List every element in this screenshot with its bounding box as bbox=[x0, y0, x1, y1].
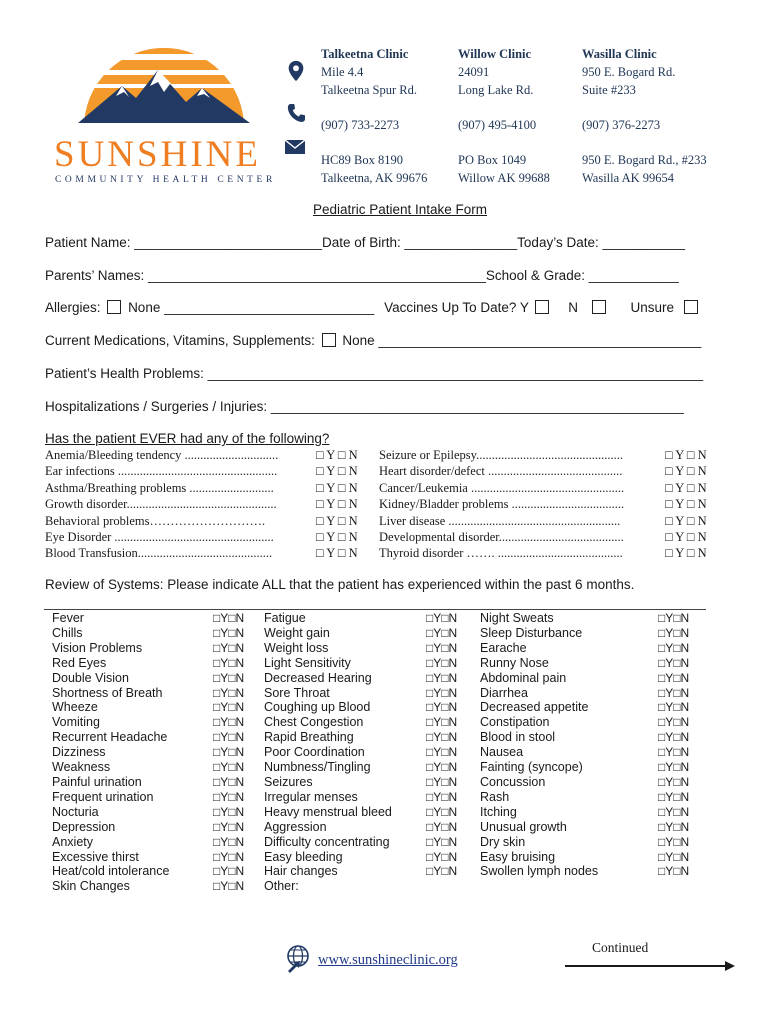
ros-symptom: Weight loss bbox=[264, 640, 329, 655]
ros-column-2-yn bbox=[426, 611, 457, 879]
yes-no-checkbox[interactable]: □Y□N bbox=[213, 774, 245, 789]
history-right-yn bbox=[665, 447, 707, 562]
ros-symptom: Runny Nose bbox=[480, 655, 549, 670]
ros-symptom: Vision Problems bbox=[52, 640, 143, 655]
ros-symptom: Weakness bbox=[52, 760, 111, 775]
yes-no-checkbox[interactable]: □Y□N bbox=[426, 774, 458, 789]
hospitalizations-field[interactable]: Hospitalizations / Surgeries / Injuries: _______________________________________________________ bbox=[45, 399, 684, 414]
yes-no-checkbox[interactable]: □Y□N bbox=[426, 685, 458, 700]
yes-no-checkbox[interactable]: □ Y □ N bbox=[316, 546, 358, 561]
yes-no-checkbox[interactable]: □ Y □ N bbox=[665, 530, 707, 545]
ros-symptom: Hair changes bbox=[264, 864, 338, 879]
history-item: Developmental disorder........................................ bbox=[379, 530, 624, 545]
yes-no-checkbox[interactable]: □ Y □ N bbox=[316, 530, 358, 545]
medications-none-field[interactable]: None ___________________________________________ bbox=[342, 333, 702, 348]
ros-symptom: Irregular menses bbox=[264, 789, 358, 804]
allergies-none-field[interactable]: None ____________________________ bbox=[128, 300, 375, 315]
yes-no-checkbox[interactable]: □Y□N bbox=[213, 655, 245, 670]
ros-symptom: Sore Throat bbox=[264, 685, 330, 700]
ros-title: Review of Systems: Please indicate ALL that the patient has experienced within the past 6 months. bbox=[45, 577, 635, 592]
location-pin-icon bbox=[287, 60, 305, 82]
yes-no-checkbox[interactable]: □Y□N bbox=[426, 819, 458, 834]
ros-symptom: Vomiting bbox=[52, 715, 100, 730]
ros-symptom: Fainting (syncope) bbox=[480, 760, 583, 775]
yes-no-checkbox[interactable]: □Y□N bbox=[213, 640, 245, 655]
history-item: Anemia/Bleeding tendency .............................. bbox=[45, 448, 279, 462]
brand-name: SUNSHINE bbox=[54, 134, 261, 175]
patient-info-row bbox=[45, 235, 685, 250]
yes-no-checkbox[interactable]: □Y□N bbox=[658, 730, 690, 745]
yes-no-checkbox[interactable]: □Y□N bbox=[426, 745, 458, 760]
ros-symptom: Earache bbox=[480, 640, 527, 655]
yes-no-checkbox[interactable]: □Y□N bbox=[426, 730, 458, 745]
clinic-phone: (907) 733-2273 bbox=[321, 118, 400, 132]
clinic-mail-line-2: Talkeetna, AK 99676 bbox=[321, 171, 428, 185]
history-item: Kidney/Bladder problems .................................... bbox=[379, 497, 625, 512]
allergies-row bbox=[45, 300, 701, 315]
ros-symptom: Weight gain bbox=[264, 625, 330, 640]
yes-no-checkbox[interactable]: □ Y □ N bbox=[665, 480, 707, 495]
ros-symptom: Abdominal pain bbox=[480, 670, 567, 685]
ros-symptom: Red Eyes bbox=[52, 655, 107, 670]
history-left-yn bbox=[316, 447, 358, 562]
yes-no-checkbox[interactable]: □ Y □ N bbox=[665, 464, 707, 479]
yes-no-checkbox[interactable]: □Y□N bbox=[426, 715, 458, 730]
clinic-mail-line-2: Wasilla AK 99654 bbox=[582, 171, 675, 185]
ros-symptom: Sleep Disturbance bbox=[480, 625, 583, 640]
yes-no-checkbox[interactable]: □Y□N bbox=[658, 760, 690, 775]
ros-symptom: Dizziness bbox=[52, 745, 106, 760]
allergies-none-checkbox[interactable] bbox=[107, 300, 121, 314]
yes-no-checkbox[interactable]: □Y□N bbox=[658, 611, 690, 625]
ros-symptom: Numbness/Tingling bbox=[264, 760, 371, 775]
yes-no-checkbox[interactable]: □Y□N bbox=[658, 819, 690, 834]
website-link[interactable]: www.sunshineclinic.org bbox=[318, 952, 458, 968]
vaccines-n-label: N bbox=[568, 300, 578, 315]
continued-label: Continued bbox=[592, 940, 649, 955]
history-item: Blood Transfusion........................................... bbox=[45, 546, 273, 561]
clinic-willow bbox=[458, 45, 550, 187]
ros-column-1-yn bbox=[213, 611, 244, 894]
parents-names-field[interactable]: Parents’ Names: _____________________________________________ bbox=[45, 268, 486, 283]
history-item: Behavioral problems………………………. bbox=[45, 513, 266, 528]
yes-no-checkbox[interactable]: □Y□N bbox=[213, 700, 245, 715]
parents-row bbox=[45, 268, 679, 283]
yes-no-checkbox[interactable]: □Y□N bbox=[426, 804, 458, 819]
yes-no-checkbox[interactable]: □Y□N bbox=[658, 804, 690, 819]
yes-no-checkbox[interactable]: □Y□N bbox=[426, 700, 458, 715]
history-item: Growth disorder................................................ bbox=[45, 497, 277, 512]
yes-no-checkbox[interactable]: □Y□N bbox=[658, 849, 690, 864]
history-item: Asthma/Breathing problems ........................... bbox=[45, 480, 274, 495]
clinic-phone: (907) 376-2273 bbox=[582, 118, 661, 132]
clinic-address-line-2: Talkeetna Spur Rd. bbox=[321, 83, 417, 97]
clinic-name: Willow Clinic bbox=[458, 47, 532, 61]
ros-symptom: Diarrhea bbox=[480, 685, 528, 700]
ros-symptom: Seizures bbox=[264, 774, 313, 789]
yes-no-checkbox[interactable]: □Y□N bbox=[658, 789, 690, 804]
yes-no-checkbox[interactable]: □Y□N bbox=[658, 655, 690, 670]
ros-column-3 bbox=[480, 611, 598, 879]
ros-symptom: Depression bbox=[52, 819, 116, 834]
clinic-wasilla bbox=[582, 45, 707, 187]
ros-symptom: Chest Congestion bbox=[264, 715, 364, 730]
history-item: Ear infections ................................................... bbox=[45, 464, 278, 479]
vaccines-no-checkbox[interactable] bbox=[592, 300, 606, 314]
vaccines-label: Vaccines Up To Date? Y bbox=[384, 300, 529, 315]
yes-no-checkbox[interactable]: □ Y □ N bbox=[665, 448, 707, 462]
patient-name-field[interactable]: Patient Name: _________________________ bbox=[45, 235, 322, 250]
vaccines-yes-checkbox[interactable] bbox=[535, 300, 549, 314]
vaccines-unsure-checkbox[interactable] bbox=[684, 300, 698, 314]
yes-no-checkbox[interactable]: □Y□N bbox=[213, 789, 245, 804]
yes-no-checkbox[interactable]: □Y□N bbox=[658, 640, 690, 655]
ros-symptom: Decreased appetite bbox=[480, 700, 589, 715]
yes-no-checkbox[interactable]: □Y□N bbox=[426, 625, 458, 640]
ros-symptom: Coughing up Blood bbox=[264, 700, 371, 715]
yes-no-checkbox[interactable]: □ Y □ N bbox=[665, 497, 707, 512]
form-title: Pediatric Patient Intake Form bbox=[312, 202, 488, 217]
ros-symptom: Frequent urination bbox=[52, 789, 154, 804]
ros-symptom: Rapid Breathing bbox=[264, 730, 354, 745]
ros-symptom: Poor Coordination bbox=[264, 745, 365, 760]
medications-row bbox=[45, 333, 701, 348]
brand-subtitle: COMMUNITY HEALTH CENTER bbox=[55, 175, 276, 185]
history-item: Heart disorder/defect ........................................... bbox=[379, 464, 623, 479]
ros-symptom: Dry skin bbox=[480, 834, 526, 849]
yes-no-checkbox[interactable]: □Y□N bbox=[213, 849, 245, 864]
ros-symptom: Painful urination bbox=[52, 774, 142, 789]
ros-symptom: Difficulty concentrating bbox=[264, 834, 390, 849]
ros-symptom: Nocturia bbox=[52, 804, 99, 819]
yes-no-checkbox[interactable]: □ Y □ N bbox=[316, 497, 358, 512]
yes-no-checkbox[interactable]: □Y□N bbox=[426, 864, 458, 879]
clinic-name: Wasilla Clinic bbox=[582, 47, 657, 61]
clinic-address-line-1: 24091 bbox=[458, 65, 490, 79]
medications-none-checkbox[interactable] bbox=[322, 333, 336, 347]
health-problems-field[interactable]: Patient’s Health Problems: __________________________________________________________________ bbox=[45, 366, 704, 381]
ros-symptom: Chills bbox=[52, 625, 83, 640]
yes-no-checkbox[interactable]: □Y□N bbox=[426, 611, 458, 625]
ros-symptom: Skin Changes bbox=[52, 879, 130, 894]
vaccines-unsure-label: Unsure bbox=[630, 300, 675, 315]
ros-symptom: Itching bbox=[480, 804, 517, 819]
clinic-address-line-2: Suite #233 bbox=[582, 83, 636, 97]
ros-symptom: Night Sweats bbox=[480, 611, 554, 625]
yes-no-checkbox[interactable]: □ Y □ N bbox=[665, 546, 707, 561]
ros-divider bbox=[44, 609, 706, 610]
school-grade-field[interactable]: School & Grade: ____________ bbox=[485, 268, 679, 283]
ros-column-1 bbox=[52, 611, 169, 894]
clinic-phone: (907) 495-4100 bbox=[458, 118, 537, 132]
yes-no-checkbox[interactable]: □Y□N bbox=[213, 745, 245, 760]
clinic-address-line-1: Mile 4.4 bbox=[321, 65, 364, 79]
clinic-mail-line-1: HC89 Box 8190 bbox=[321, 153, 403, 167]
yes-no-checkbox[interactable]: □ Y □ N bbox=[316, 513, 358, 528]
yes-no-checkbox[interactable]: □Y□N bbox=[426, 640, 458, 655]
arrow-right-icon bbox=[565, 958, 737, 974]
yes-no-checkbox[interactable]: □Y□N bbox=[213, 804, 245, 819]
yes-no-checkbox[interactable]: □ Y □ N bbox=[316, 464, 358, 479]
yes-no-checkbox[interactable]: □Y□N bbox=[213, 879, 245, 894]
yes-no-checkbox[interactable]: □Y□N bbox=[658, 700, 690, 715]
dob-field[interactable]: Date of Birth: _______________ bbox=[322, 235, 518, 250]
phone-icon bbox=[287, 102, 305, 124]
ros-symptom: Anxiety bbox=[52, 834, 93, 849]
yes-no-checkbox[interactable]: □Y□N bbox=[213, 819, 245, 834]
clinic-name: Talkeetna Clinic bbox=[321, 47, 409, 61]
ros-symptom: Easy bleeding bbox=[264, 849, 343, 864]
yes-no-checkbox[interactable]: □Y□N bbox=[658, 864, 690, 879]
ros-symptom: Other: bbox=[264, 879, 299, 894]
history-item: Thyroid disorder ……. ........................................ bbox=[379, 546, 623, 561]
ros-symptom: Fever bbox=[52, 611, 84, 625]
ros-column-2 bbox=[264, 611, 392, 894]
clinic-mail-line-1: PO Box 1049 bbox=[458, 153, 527, 167]
yes-no-checkbox[interactable]: □Y□N bbox=[426, 760, 458, 775]
ros-column-3-yn bbox=[658, 611, 689, 879]
ros-symptom: Fatigue bbox=[264, 611, 306, 625]
ros-symptom: Nausea bbox=[480, 745, 524, 760]
history-left-list bbox=[45, 447, 278, 562]
ros-symptom: Recurrent Headache bbox=[52, 730, 168, 745]
yes-no-checkbox[interactable]: □Y□N bbox=[658, 774, 690, 789]
medications-label: Current Medications, Vitamins, Supplements: bbox=[45, 333, 315, 348]
clinic-address-line-1: 950 E. Bogard Rd. bbox=[582, 65, 676, 79]
ros-symptom: Constipation bbox=[480, 715, 550, 730]
ros-symptom: Light Sensitivity bbox=[264, 655, 351, 670]
yes-no-checkbox[interactable]: □Y□N bbox=[213, 625, 245, 640]
yes-no-checkbox[interactable]: □Y□N bbox=[426, 789, 458, 804]
history-item: Liver disease ....................................................... bbox=[379, 513, 621, 528]
yes-no-checkbox[interactable]: □Y□N bbox=[213, 834, 245, 849]
history-title: Has the patient EVER had any of the following? bbox=[45, 431, 330, 446]
ros-symptom: Shortness of Breath bbox=[52, 685, 163, 700]
yes-no-checkbox[interactable]: □Y□N bbox=[213, 864, 245, 879]
yes-no-checkbox[interactable]: □Y□N bbox=[426, 655, 458, 670]
yes-no-checkbox[interactable]: □Y□N bbox=[213, 611, 245, 625]
yes-no-checkbox[interactable]: □Y□N bbox=[658, 625, 690, 640]
yes-no-checkbox[interactable]: □Y□N bbox=[658, 745, 690, 760]
ros-symptom: Heat/cold intolerance bbox=[52, 864, 170, 879]
yes-no-checkbox[interactable]: □Y□N bbox=[213, 760, 245, 775]
yes-no-checkbox[interactable]: □ Y □ N bbox=[665, 513, 707, 528]
yes-no-checkbox[interactable]: □Y□N bbox=[213, 670, 245, 685]
history-item: Seizure or Epilepsy............................................... bbox=[379, 448, 623, 462]
ros-symptom: Decreased Hearing bbox=[264, 670, 372, 685]
todays-date-field[interactable]: Today’s Date: ___________ bbox=[517, 235, 686, 250]
yes-no-checkbox[interactable]: □Y□N bbox=[213, 685, 245, 700]
history-item: Cancer/Leukemia ................................................. bbox=[379, 480, 625, 495]
yes-no-checkbox[interactable]: □Y□N bbox=[658, 670, 690, 685]
yes-no-checkbox[interactable]: □Y□N bbox=[213, 730, 245, 745]
yes-no-checkbox[interactable]: □Y□N bbox=[658, 715, 690, 730]
ros-symptom: Swollen lymph nodes bbox=[480, 864, 599, 879]
clinic-mail-line-1: 950 E. Bogard Rd., #233 bbox=[582, 153, 707, 167]
yes-no-checkbox[interactable]: □ Y □ N bbox=[316, 448, 358, 462]
ros-symptom: Concussion bbox=[480, 774, 546, 789]
ros-symptom: Double Vision bbox=[52, 670, 129, 685]
history-item: Eye Disorder ................................................... bbox=[45, 530, 274, 545]
ros-symptom: Blood in stool bbox=[480, 730, 556, 745]
clinic-mail-line-2: Willow AK 99688 bbox=[458, 171, 550, 185]
ros-symptom: Aggression bbox=[264, 819, 327, 834]
yes-no-checkbox[interactable]: □Y□N bbox=[426, 834, 458, 849]
yes-no-checkbox[interactable]: □Y□N bbox=[658, 834, 690, 849]
ros-symptom: Rash bbox=[480, 789, 510, 804]
mail-icon bbox=[285, 140, 305, 156]
ros-symptom: Easy bruising bbox=[480, 849, 556, 864]
yes-no-checkbox[interactable]: □ Y □ N bbox=[316, 480, 358, 495]
allergies-label: Allergies: bbox=[45, 300, 101, 315]
ros-symptom: Excessive thirst bbox=[52, 849, 139, 864]
ros-symptom: Wheeze bbox=[52, 700, 98, 715]
yes-no-checkbox[interactable]: □Y□N bbox=[426, 849, 458, 864]
yes-no-checkbox[interactable]: □Y□N bbox=[213, 715, 245, 730]
globe-mouse-icon bbox=[284, 944, 314, 974]
yes-no-checkbox[interactable]: □Y□N bbox=[426, 670, 458, 685]
clinic-talkeetna bbox=[321, 45, 427, 187]
ros-symptom: Heavy menstrual bleed bbox=[264, 804, 392, 819]
history-right-list bbox=[379, 447, 624, 562]
ros-symptom: Unusual growth bbox=[480, 819, 567, 834]
clinic-address-line-2: Long Lake Rd. bbox=[458, 83, 534, 97]
yes-no-checkbox[interactable]: □Y□N bbox=[658, 685, 690, 700]
